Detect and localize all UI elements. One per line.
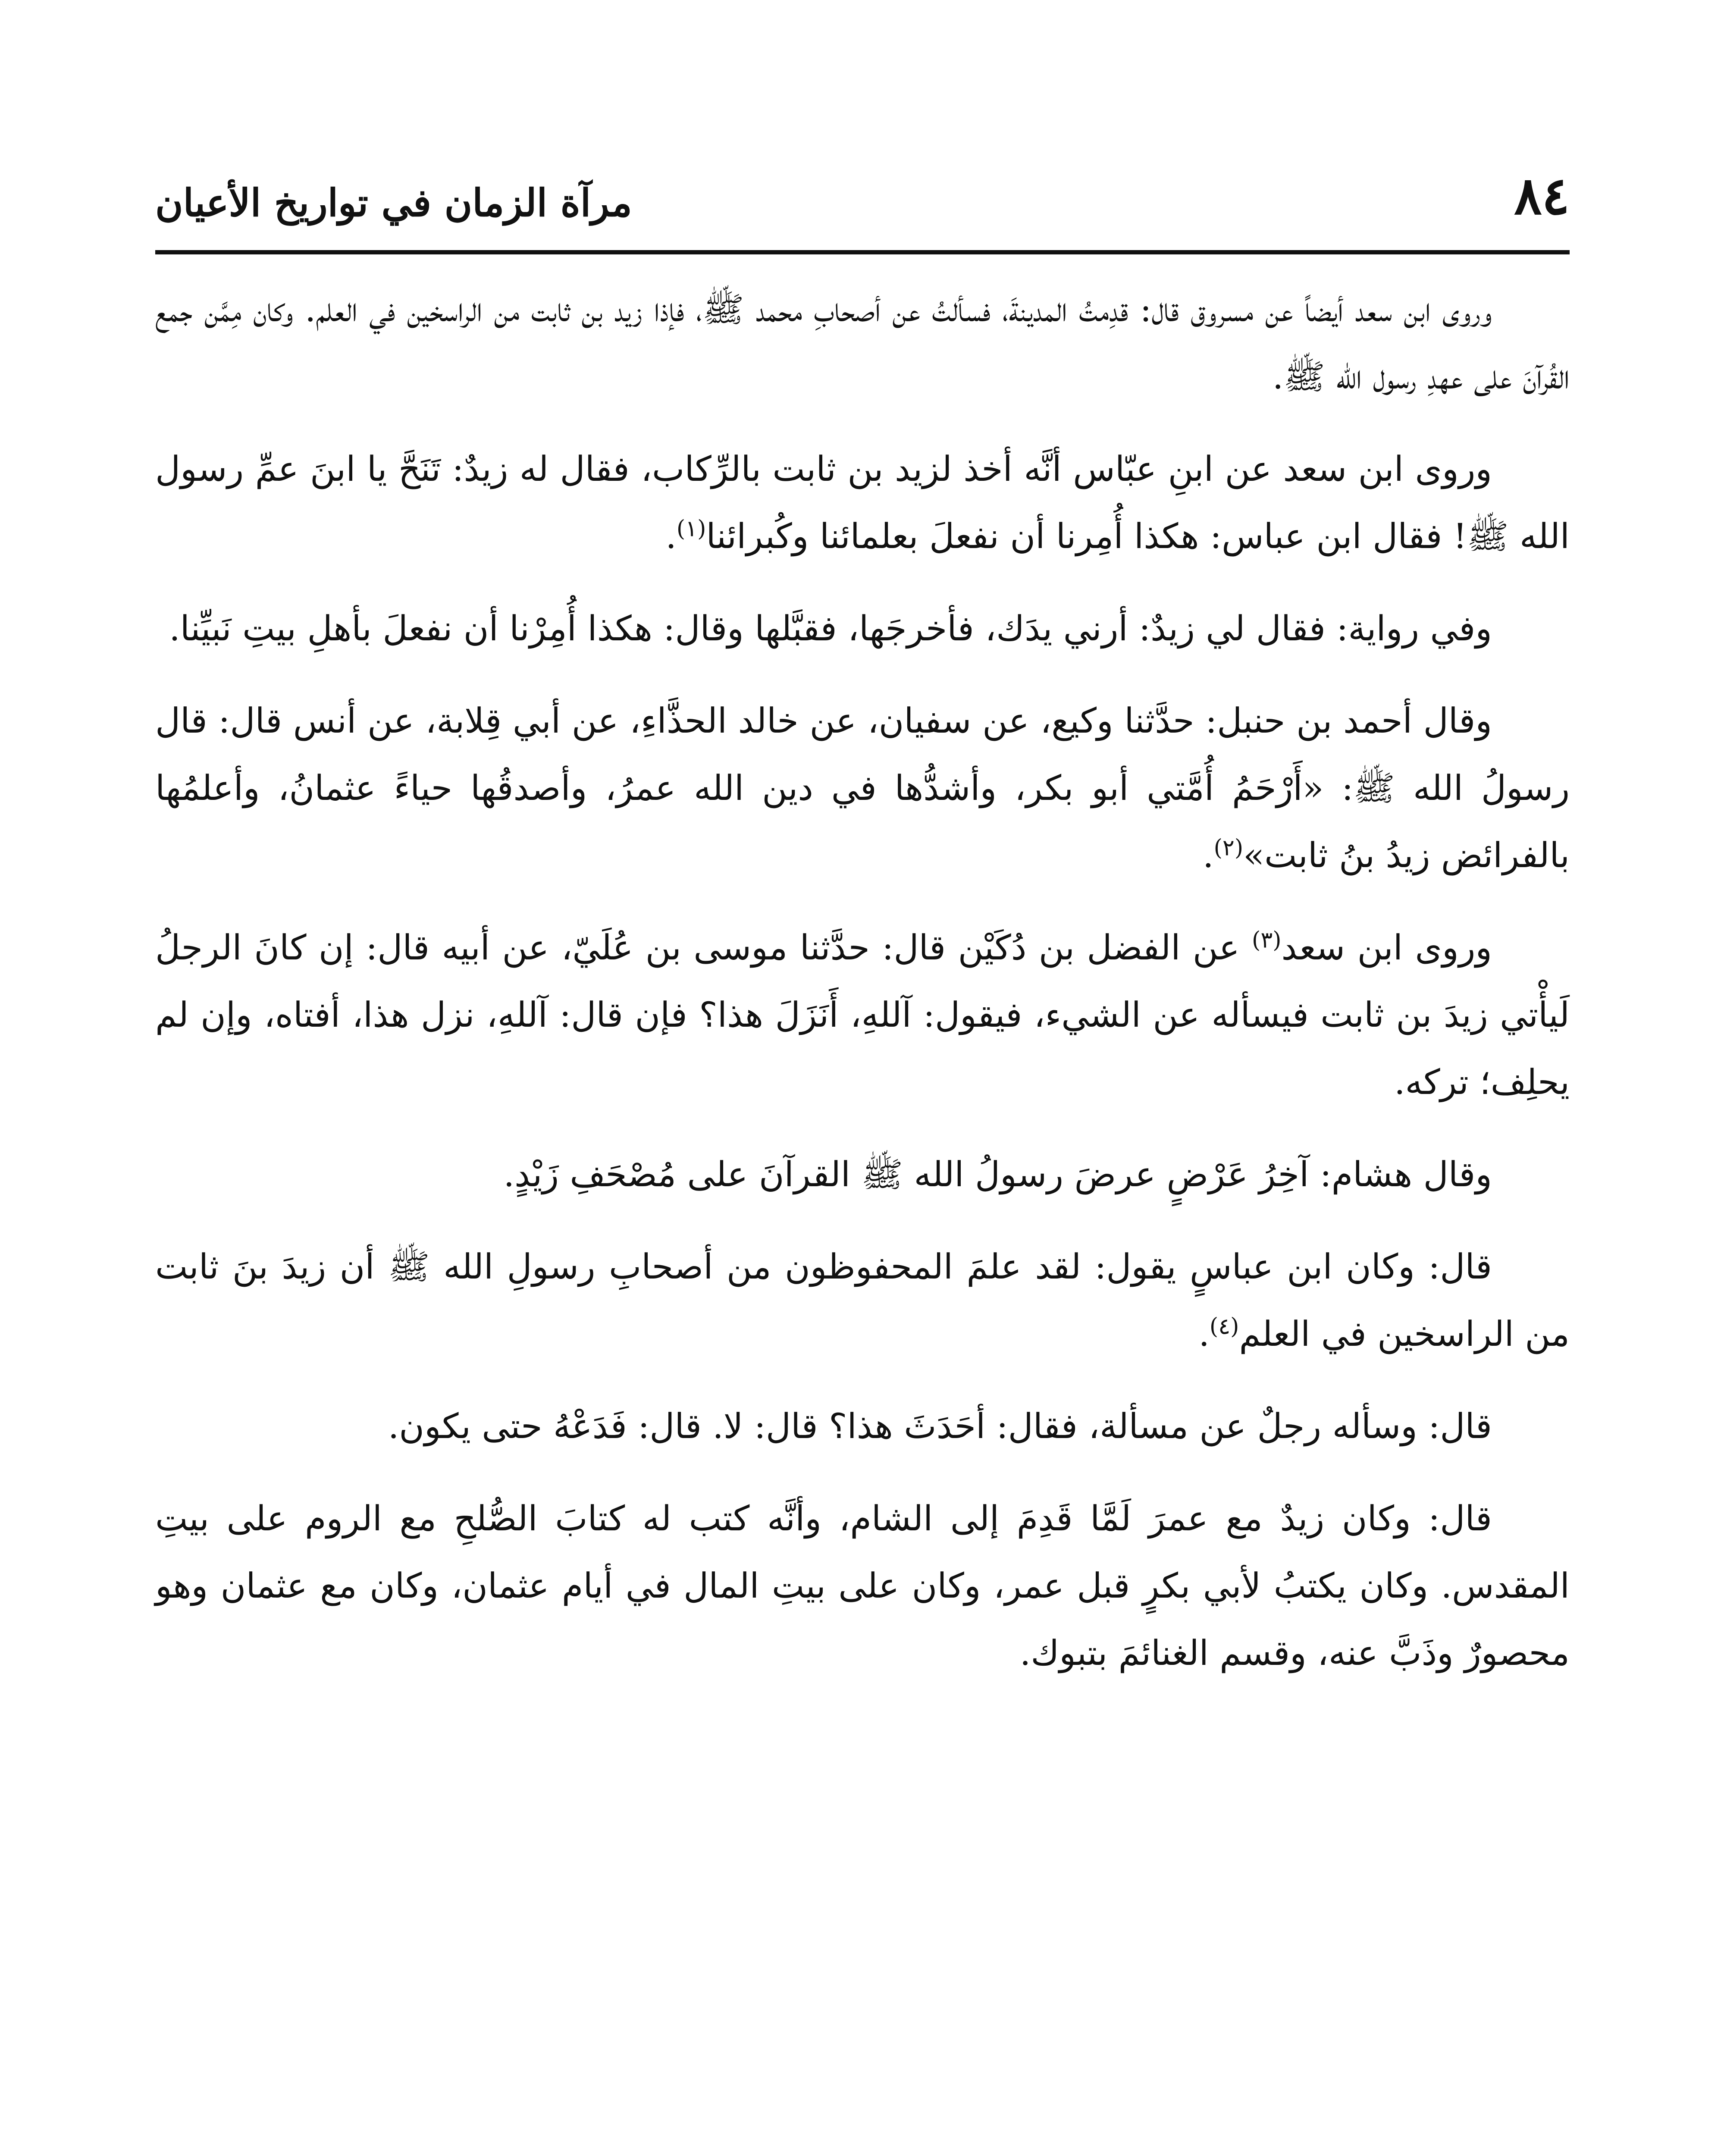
paragraph: قال: وسأله رجلٌ عن مسألة، فقال: أحَدَثَ هذا؟ قال: لا. قال: فَدَعْهُ حتى يكون. xyxy=(388,1406,1492,1446)
paragraph: وروى ابن سعد عن ابنِ عبّاس أنَّه أخذ لزيد بن ثابت بالرِّكاب، فقال له زيدٌ: تَنَحَّ يا ابنَ عمِّ رسول الله ﷺ! فقال ابن عباس: هكذا أُمِرنا أن نفعلَ بعلمائنا وكُبرائنا$^{(١)}$. xyxy=(155,449,1570,556)
paragraph: وروى ابن سعد$^{(٣)}$ عن الفضل بن دُكَيْن قال: حدَّثنا موسى بن عُلَيّ، عن أبيه قال: إن كانَ الرجلُ لَيأْتي زيدَ بن ثابت فيسأله عن الشيء، فيقول: آللهِ، أَنَزَلَ هذا؟ فإن قال: آللهِ، نزل هذا، أفتاه، وإن لم يحلِف؛ تركه. xyxy=(155,927,1570,1102)
main-text xyxy=(155,276,1570,1687)
footnote-reference: (٤) xyxy=(1209,1313,1239,1340)
paragraph: وروى ابن سعد أيضاً عن مسروق قال: قدِمتُ المدينةَ، فسألتُ عن أصحابِ محمد ﷺ، فإذا زيد بن ثابت من الراسخين في العلم. وكان مِمَّن جمع القُرآنَ على عهدِ رسول الله ﷺ. xyxy=(155,289,1570,397)
footnote-reference: (٢) xyxy=(1213,835,1244,861)
header-divider xyxy=(155,250,1570,254)
paragraph: قال: وكان ابن عباسٍ يقول: لقد علمَ المحفوظون من أصحابِ رسولِ الله ﷺ أن زيدَ بنَ ثابت من الراسخين في العلم$^{(٤)}$. xyxy=(155,1247,1570,1354)
paragraph: قال: وكان زيدٌ مع عمرَ لَمَّا قَدِمَ إلى الشام، وأنَّه كتب له كتابَ الصُّلحِ مع الروم على بيتِ المقدس. وكان يكتبُ لأبي بكرٍ قبل عمر، وكان على بيتِ المال في أيام عثمان، وكان مع عثمان وهو محصورٌ وذَبَّ عنه، وقسم الغنائمَ بتبوك. xyxy=(155,1498,1570,1673)
paragraph: وفي رواية: فقال لي زيدٌ: أرني يدَك، فأخرجَها، فقبَّلها وقال: هكذا أُمِرْنا أن نفعلَ بأهلِ بيتِ نَبيِّنا. xyxy=(169,608,1492,649)
paragraph: وقال أحمد بن حنبل: حدَّثنا وكيع، عن سفيان، عن خالد الحذَّاءِ، عن أبي قِلابة، عن أنس قال: قال رسولُ الله ﷺ: «أَرْحَمُ أُمَّتي أبو بكر، وأشدُّها في دين الله عمرُ، وأصدقُها حياءً عثمانُ، وأعلمُها بالفرائض زيدُ بنُ ثابت»$^{(٢)}$. xyxy=(155,701,1570,875)
running-title: مرآة الزمان في تواريخ الأعيان xyxy=(155,180,632,225)
footnote-reference: (٣) xyxy=(1252,927,1282,953)
paragraph: وقال هشام: آخِرُ عَرْضٍ عرضَ رسولُ الله ﷺ القرآنَ على مُصْحَفِ زَيْدٍ. xyxy=(503,1154,1492,1194)
page-number: ٨٤ xyxy=(1514,166,1570,226)
footnote-reference: (١) xyxy=(676,516,706,542)
page-header xyxy=(155,160,1570,241)
